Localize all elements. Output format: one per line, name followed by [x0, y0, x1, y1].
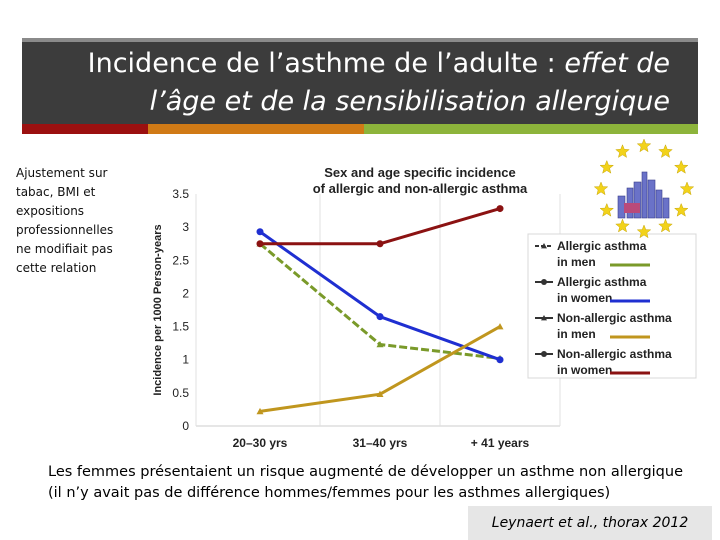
- y-axis-label: Incidence per 1000 Person-years: [152, 224, 164, 396]
- title-normal-text: Incidence de l’asthme de l’adulte :: [87, 48, 565, 79]
- legend-label-line1: Allergic asthma: [557, 239, 647, 253]
- data-point-circle: [257, 240, 264, 247]
- x-tick-label: + 41 years: [470, 436, 530, 450]
- legend-label-line2: in women: [557, 291, 613, 305]
- legend-label-line1: Non-allergic asthma: [557, 347, 672, 361]
- logo-figure: [624, 203, 640, 213]
- title-italic-text: effet de: [564, 48, 670, 79]
- logo-star: [600, 204, 613, 217]
- series-line: [260, 327, 500, 412]
- legend-label-line1: Allergic asthma: [557, 275, 647, 289]
- data-point-circle: [541, 279, 547, 285]
- y-tick-label: 3.5: [172, 187, 189, 201]
- data-point-triangle: [497, 323, 504, 329]
- logo-figure: [642, 172, 647, 218]
- legend-label-line2: in men: [557, 255, 596, 269]
- data-point-circle: [497, 205, 504, 212]
- series-group: [257, 323, 504, 414]
- logo-figure: [663, 198, 669, 218]
- logo-star: [637, 139, 650, 152]
- y-tick-label: 0.5: [172, 385, 189, 400]
- series-line: [260, 209, 500, 244]
- logo-star: [659, 219, 672, 232]
- logo-figure: [656, 190, 662, 218]
- conclusion-text: [48, 462, 708, 504]
- logo-figure: [648, 180, 655, 218]
- data-point-circle: [377, 313, 384, 320]
- citation: Leynaert et al., thorax 2012: [468, 506, 712, 540]
- logo-star: [659, 145, 672, 158]
- logo-star: [680, 182, 693, 195]
- x-tick-label: 31–40 yrs: [352, 436, 408, 450]
- data-point-circle: [541, 351, 547, 357]
- conclusion-line1: Les femmes présentaient un risque augmenté de développer un asthme non allergique: [48, 464, 683, 480]
- logo-star: [616, 145, 629, 158]
- legend-label-line2: in men: [557, 327, 596, 341]
- y-tick-label: 1: [182, 352, 189, 367]
- adjustment-note: Ajustement sur tabac, BMI et expositions professionnelles ne modifiait pas cette relation: [16, 166, 114, 275]
- logo-star: [616, 219, 629, 232]
- y-tick-label: 2.5: [172, 253, 189, 268]
- series-group: [257, 205, 504, 247]
- data-point-circle: [497, 356, 504, 363]
- legend-label-line1: Non-allergic asthma: [557, 311, 672, 325]
- x-tick-label: 20–30 yrs: [232, 436, 288, 450]
- legend-label-line2: in women: [557, 363, 613, 377]
- y-tick-label: 3: [182, 220, 189, 235]
- logo-star: [675, 204, 688, 217]
- logo-star: [594, 182, 607, 195]
- logo-figure: [618, 196, 625, 218]
- data-point-circle: [377, 240, 384, 247]
- y-tick-label: 0: [182, 419, 189, 433]
- y-tick-label: 1.5: [172, 319, 189, 334]
- chart-title-line2: of allergic and non-allergic asthma: [312, 181, 528, 196]
- conclusion-line2: (il n’y avait pas de différence hommes/femmes pour les asthmes allergiques): [48, 485, 611, 501]
- series-line: [260, 232, 500, 360]
- logo-star: [600, 161, 613, 174]
- eu-stars-logo-icon: [594, 139, 693, 238]
- y-tick-label: 2: [182, 286, 189, 301]
- series-group: [257, 240, 504, 361]
- logo-star: [675, 161, 688, 174]
- data-point-circle: [257, 228, 264, 235]
- chart-title-line1: Sex and age specific incidence: [324, 165, 516, 180]
- title-italic-text-2: l’âge et de la sensibilisation allergique: [149, 86, 670, 117]
